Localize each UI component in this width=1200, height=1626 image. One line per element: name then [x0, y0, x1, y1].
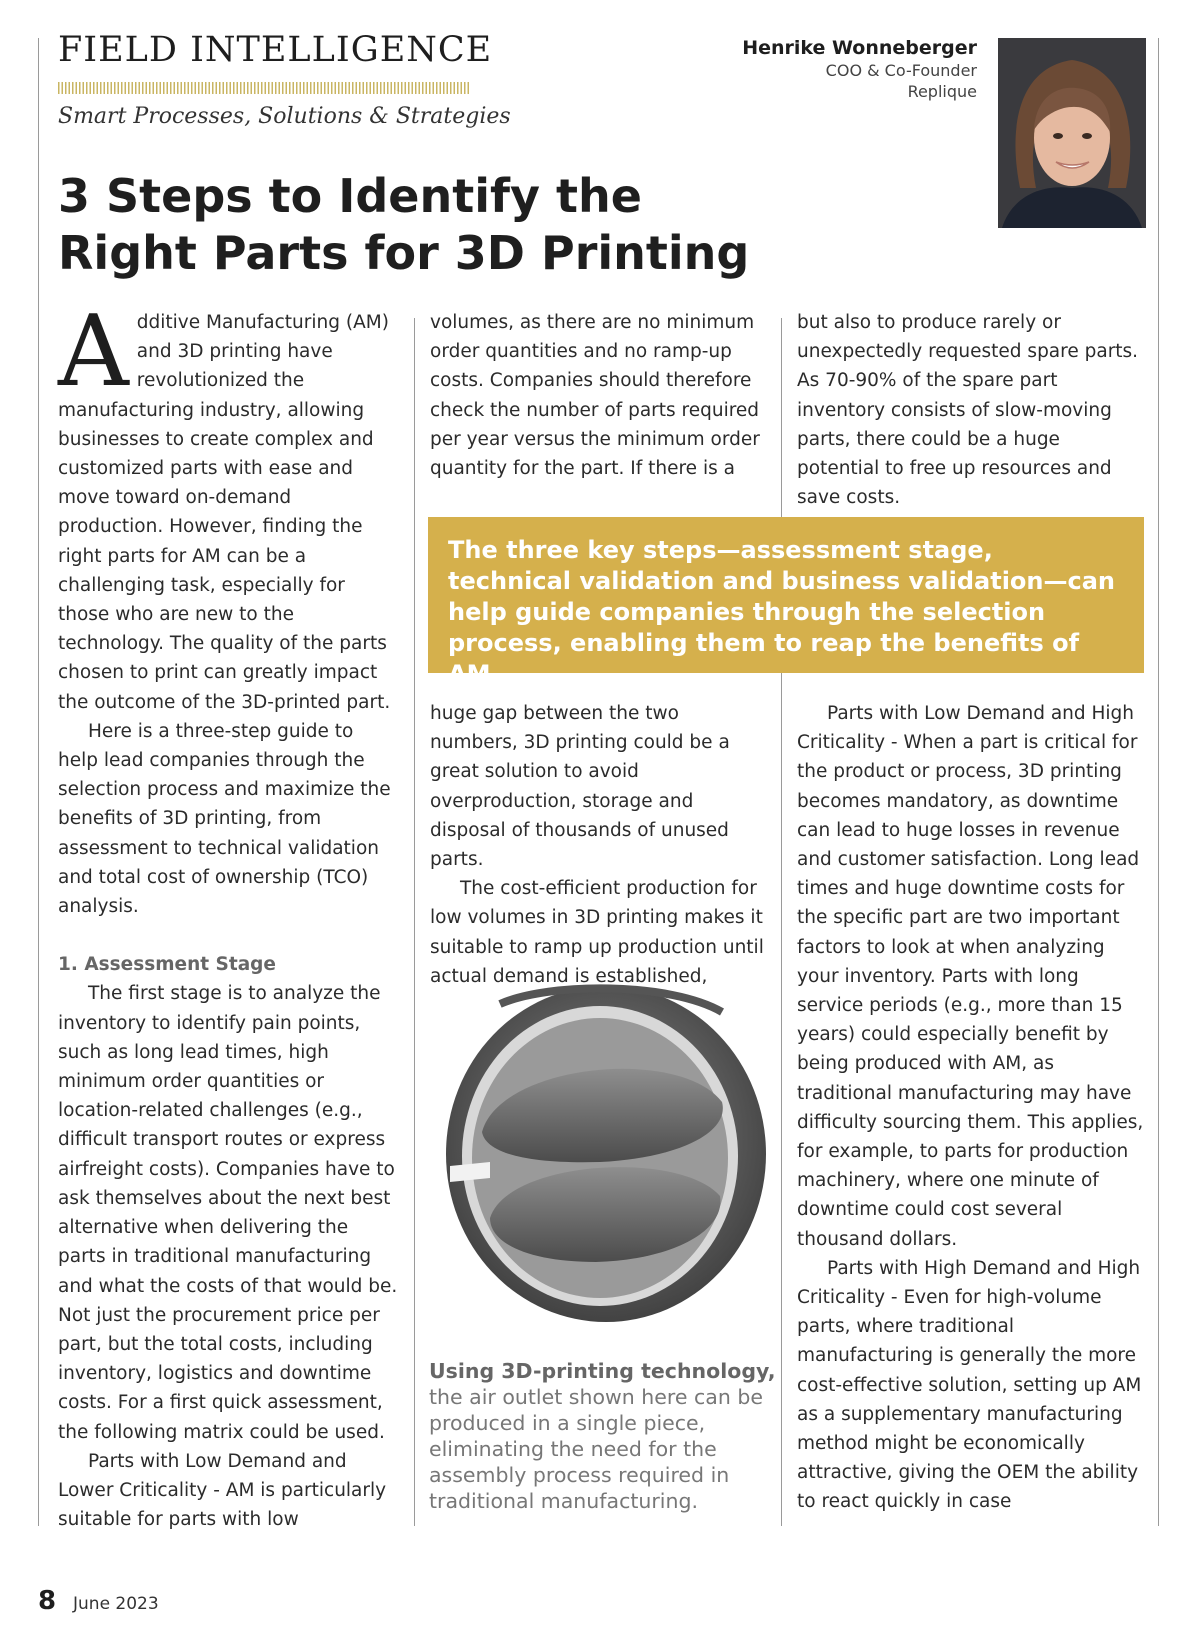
air-outlet-photo [430, 982, 776, 1328]
section-tagline: Smart Processes, Solutions & Strategies [58, 104, 511, 129]
column-rule-1 [414, 318, 415, 1526]
author-company: Replique [907, 82, 977, 101]
headline-line-1: 3 Steps to Identify the [58, 169, 642, 223]
body-paragraph: The cost-efficient production for low volumes in 3D printing makes it suitable to ramp up production until actual demand is established, [430, 878, 764, 987]
decorative-hatch-bar [58, 82, 470, 94]
issue-date: June 2023 [73, 1594, 159, 1614]
headline-line-2: Right Parts for 3D Printing [58, 226, 750, 280]
drop-cap: A [58, 295, 129, 409]
author-headshot [998, 38, 1146, 228]
column-rule-2 [781, 318, 782, 1526]
intro-paragraph [58, 295, 398, 717]
caption-lead: Using 3D-printing technology, [429, 1359, 776, 1383]
body-paragraph: The first stage is to analyze the inventory to identify pain points, such as long lead times, high minimum order quantities or location-related challenges (e.g., difficult transport routes or express airfreight costs). Companies have to ask themselves about the next best alternative when delivering the parts in traditional manufacturing and what the costs of that would be. Not just the procurement price per part, but the total costs, including inventory, logistics and downtime costs. For a first quick assessment, the following matrix could be used. [58, 983, 398, 1443]
caption-text: the air outlet shown here can be produced in a single piece, eliminating the need for the assembly process required in traditional manufacturing. [429, 1385, 763, 1513]
author-byline [742, 36, 977, 102]
author-name: Henrike Wonneberger [742, 37, 977, 59]
air-outlet-image [430, 982, 776, 1328]
author-portrait-image [998, 38, 1146, 228]
pull-quote-callout: The three key steps—assessment stage, technical validation and business validation—can help guide companies through the selection process, enabling them to reap the benefits of AM. [428, 517, 1144, 673]
body-paragraph: volumes, as there are no minimum order quantities and no ramp-up costs. Companies should therefore check the number of parts required per year versus the minimum order quantity for the part. If there is a [430, 312, 760, 480]
figure-caption [429, 1358, 779, 1514]
article-column-3-bottom [797, 699, 1145, 1517]
page-number: 8 [38, 1586, 57, 1616]
body-paragraph: Parts with Low Demand and High Criticality - When a part is critical for the product or process, 3D printing becomes mandatory, as downtime can lead to huge losses in revenue and customer satisfaction. Long lead times and huge downtime costs for the specific part are two important factors to look at when analyzing your inventory. Parts with long service periods (e.g., more than 15 years) could especially benefit by being produced with AM, as traditional manufacturing may have difficulty sourcing them. This applies, for example, to parts for production machinery, where one minute of downtime could cost several thousand dollars. [797, 703, 1144, 1250]
author-title: COO & Co-Founder [825, 61, 977, 80]
section-subhead: 1. Assessment Stage [58, 954, 276, 976]
article-column-2-top [430, 308, 766, 483]
body-paragraph: but also to produce rarely or unexpectedly requested spare parts. As 70-90% of the spare part inventory consists of slow-moving parts, there could be a huge potential to free up resources and save costs. [797, 312, 1139, 509]
left-page-rule [38, 38, 39, 1526]
section-title: FIELD INTELLIGENCE [58, 30, 493, 70]
article-column-1 [58, 295, 398, 1534]
body-paragraph: Parts with High Demand and High Criticality - Even for high-volume parts, where traditional manufacturing is generally the more cost-effective solution, setting up AM as a supplementary manufacturing method might be economically attractive, giving the OEM the ability to react quickly in case [797, 1257, 1142, 1513]
intro-text: dditive Manufacturing (AM) and 3D printing have revolutionized the manufacturing industry, allowing businesses to create complex and customized parts with ease and move toward on-demand production. However, finding the right parts for AM can be a challenging task, especially for those who are new to the technology. The quality of the parts chosen to print can greatly impact the outcome of the 3D-printed part. [58, 312, 391, 713]
body-paragraph: huge gap between the two numbers, 3D printing could be a great solution to avoid overproduction, storage and disposal of thousands of unused parts. [430, 703, 730, 871]
article-headline [58, 168, 958, 282]
article-column-2-bottom [430, 699, 766, 991]
article-column-3-top [797, 308, 1145, 512]
body-paragraph: Here is a three-step guide to help lead companies through the selection process and maximize the benefits of 3D printing, from assessment to technical validation and total cost of ownership (TCO) analysis. [58, 720, 391, 918]
body-paragraph: Parts with Low Demand and Lower Criticality - AM is particularly suitable for parts with low [58, 1450, 387, 1531]
right-page-rule [1158, 38, 1159, 1526]
